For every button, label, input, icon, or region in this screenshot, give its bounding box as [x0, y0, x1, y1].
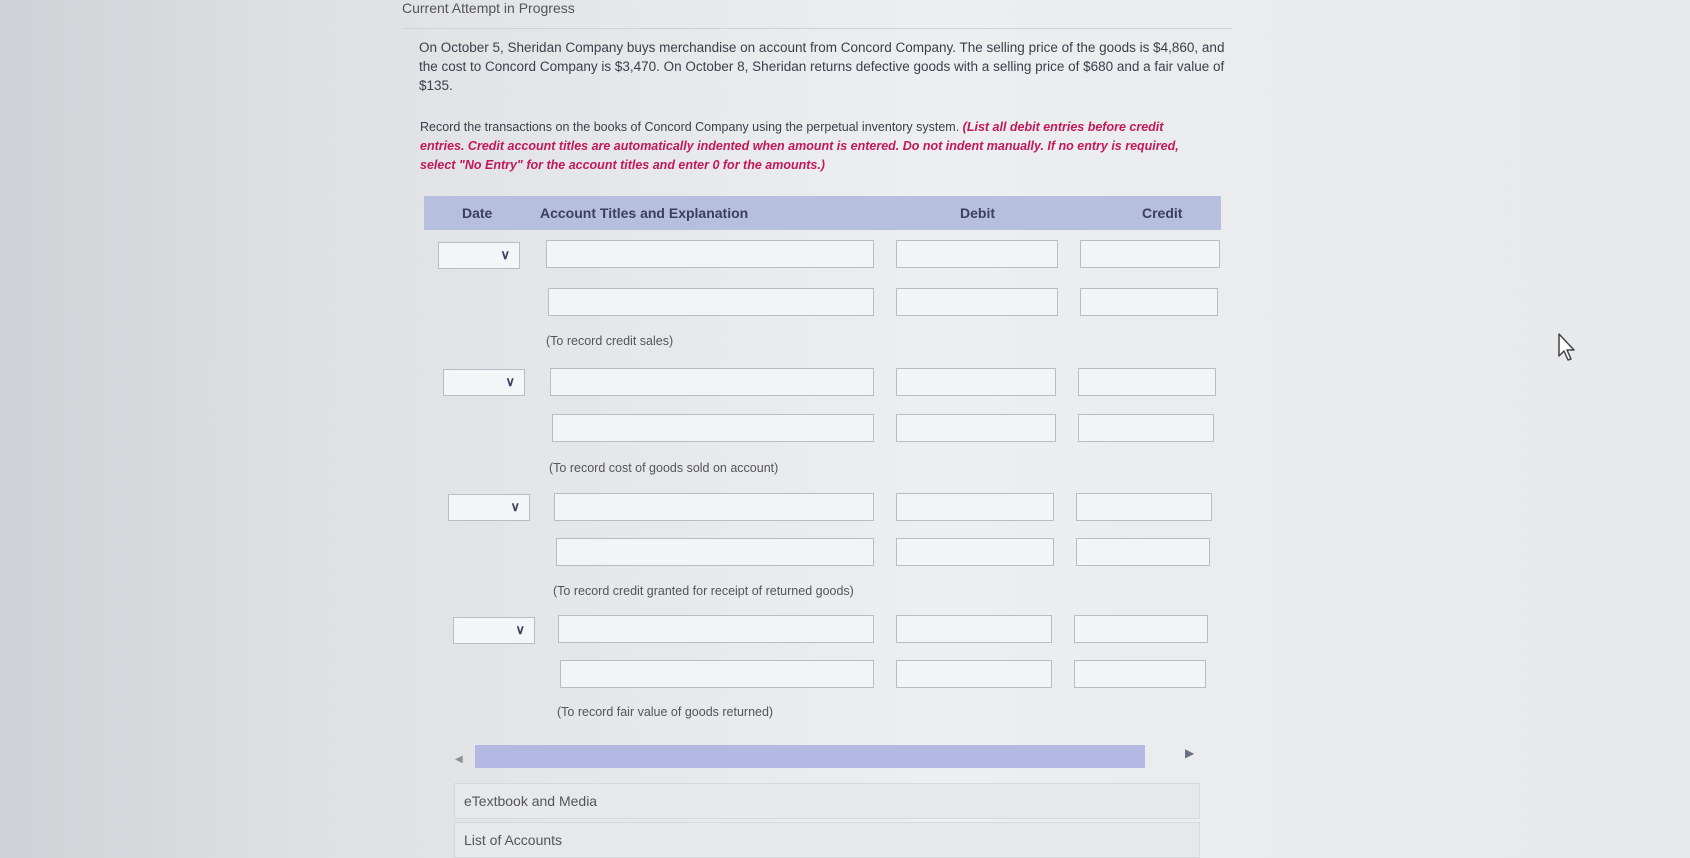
etextbook-label: eTextbook and Media — [464, 793, 598, 809]
date-select[interactable] — [448, 494, 530, 521]
header-credit: Credit — [1142, 205, 1183, 221]
arrow-left-icon[interactable]: ◀ — [455, 754, 463, 765]
journal-table-header — [424, 196, 1221, 230]
account-title-input[interactable] — [548, 288, 874, 316]
header-debit: Debit — [960, 205, 995, 221]
instructions — [420, 118, 1200, 175]
page-title: Current Attempt in Progress — [402, 0, 575, 16]
date-select[interactable] — [438, 242, 520, 269]
account-title-input[interactable] — [552, 414, 874, 442]
entry-explanation: (To record cost of goods sold on account) — [549, 461, 779, 475]
instruction-note: (List all debit entries before credit entries. Credit account titles are automatically indented when amount is entered. Do not indent manually. If no entry is required, select "No Entry" for the account titles and enter 0 for the amounts.) — [420, 120, 1179, 172]
debit-input[interactable] — [896, 414, 1056, 442]
chevron-down-icon: ∨ — [500, 247, 510, 262]
chevron-down-icon: ∨ — [510, 499, 520, 514]
account-title-input[interactable] — [560, 660, 874, 688]
entry-explanation: (To record fair value of goods returned) — [557, 705, 774, 719]
entry-explanation: (To record credit sales) — [546, 334, 674, 348]
debit-input[interactable] — [896, 538, 1054, 566]
credit-input[interactable] — [1078, 368, 1216, 396]
debit-input[interactable] — [896, 368, 1056, 396]
arrow-right-icon[interactable]: ▶ — [1185, 746, 1195, 760]
mouse-pointer-icon — [1557, 332, 1577, 362]
date-select[interactable] — [453, 617, 535, 644]
date-select[interactable] — [443, 369, 525, 396]
horizontal-scrollbar[interactable] — [475, 745, 1145, 768]
credit-input[interactable] — [1076, 538, 1210, 566]
credit-input[interactable] — [1080, 288, 1218, 316]
instruction-text: Record the transactions on the books of Concord Company using the perpetual inventory system. — [420, 120, 960, 134]
account-title-input[interactable] — [546, 240, 874, 268]
etextbook-panel[interactable] — [454, 783, 1200, 819]
header-date: Date — [462, 205, 493, 221]
account-title-input[interactable] — [558, 615, 874, 643]
header-account: Account Titles and Explanation — [540, 205, 749, 221]
debit-input[interactable] — [896, 288, 1058, 316]
debit-input[interactable] — [896, 493, 1054, 521]
credit-input[interactable] — [1080, 240, 1220, 268]
account-title-input[interactable] — [554, 493, 874, 521]
title-divider — [402, 28, 1232, 29]
entry-explanation: (To record credit granted for receipt of returned goods) — [553, 584, 854, 598]
account-title-input[interactable] — [556, 538, 874, 566]
list-of-accounts-panel[interactable] — [454, 822, 1200, 858]
debit-input[interactable] — [896, 240, 1058, 268]
credit-input[interactable] — [1076, 493, 1212, 521]
credit-input[interactable] — [1078, 414, 1214, 442]
debit-input[interactable] — [896, 615, 1052, 643]
debit-input[interactable] — [896, 660, 1052, 688]
credit-input[interactable] — [1074, 660, 1206, 688]
credit-input[interactable] — [1074, 615, 1208, 643]
problem-text: On October 5, Sheridan Company buys merchandise on account from Concord Company. The selling price of the goods is $4,860, and the cost to Concord Company is $3,470. On October 8, Sheridan returns defective goods with a selling price of $680 and a fair value of $135. — [419, 40, 1225, 93]
chevron-down-icon: ∨ — [505, 374, 515, 389]
account-title-input[interactable] — [550, 368, 874, 396]
chevron-down-icon: ∨ — [515, 622, 525, 637]
list-of-accounts-label: List of Accounts — [464, 832, 563, 848]
